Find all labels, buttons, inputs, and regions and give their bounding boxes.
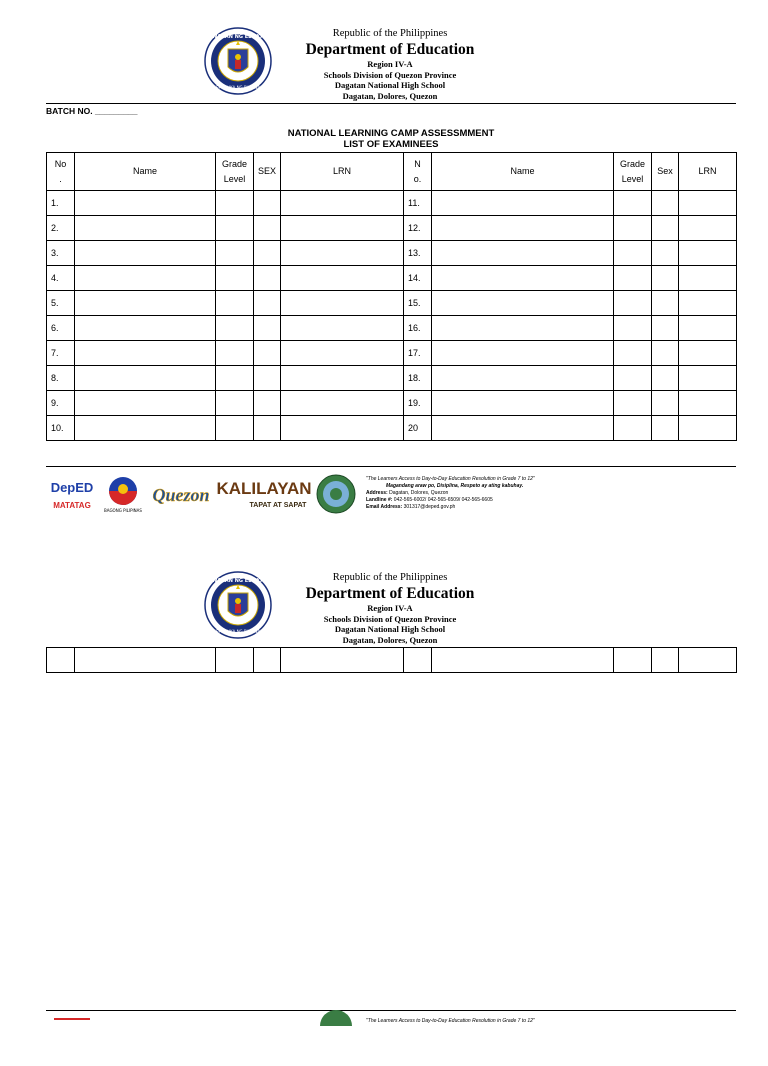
cell-sex[interactable] — [254, 191, 281, 216]
cell-sex[interactable] — [254, 316, 281, 341]
cell-lrn-right[interactable] — [679, 241, 737, 266]
cell-name-right[interactable] — [432, 291, 614, 316]
header-no: No . — [47, 153, 75, 191]
email-label: Email Address: — [366, 504, 403, 510]
header-lrn-right: LRN — [679, 153, 737, 191]
cell-grade-level[interactable] — [216, 366, 254, 391]
form-title: NATIONAL LEARNING CAMP ASSESSMMENT — [287, 128, 495, 139]
cell-name[interactable] — [75, 266, 216, 291]
cell-name[interactable] — [75, 391, 216, 416]
deped-seal-icon — [196, 571, 280, 639]
footer-divider — [46, 466, 736, 467]
cell-grade-level-right[interactable] — [614, 648, 652, 673]
cell-lrn[interactable] — [281, 391, 404, 416]
cell-name[interactable] — [75, 341, 216, 366]
cell-no: 6. — [47, 316, 75, 341]
cell-name[interactable] — [75, 191, 216, 216]
svg-text:DepED: DepED — [50, 480, 94, 495]
cell-name-right[interactable] — [432, 341, 614, 366]
cell-grade-level[interactable] — [216, 191, 254, 216]
cell-grade-level[interactable] — [216, 648, 254, 673]
cell-no: 5. — [47, 291, 75, 316]
address-value: Dagatan, Dolores, Quezon — [389, 490, 449, 496]
svg-text:REPUBLIKA NG PILIPINAS: REPUBLIKA NG PILIPINAS — [213, 85, 263, 90]
form-subtitle: LIST OF EXAMINEES — [343, 139, 439, 150]
cell-grade-level-right[interactable] — [614, 241, 652, 266]
cell-lrn-right[interactable] — [679, 291, 737, 316]
deped-seal-icon — [196, 27, 280, 95]
cell-no: 9. — [47, 391, 75, 416]
cell-grade-level-right[interactable] — [614, 341, 652, 366]
cell-no: 8. — [47, 366, 75, 391]
cell-no: 10. — [47, 416, 75, 441]
table-row — [47, 648, 737, 673]
kalilayan-logo-icon — [216, 474, 312, 514]
cell-sex[interactable] — [254, 291, 281, 316]
cell-lrn[interactable] — [281, 291, 404, 316]
division-line: Schools Division of Quezon Province — [323, 613, 457, 624]
cell-lrn-right[interactable] — [679, 266, 737, 291]
cell-sex-right[interactable] — [652, 648, 679, 673]
cell-grade-level[interactable] — [216, 216, 254, 241]
school-seal-icon — [316, 1016, 356, 1026]
cell-grade-level[interactable] — [216, 341, 254, 366]
svg-text:BAGONG PILIPINAS: BAGONG PILIPINAS — [104, 508, 142, 513]
table-row — [47, 191, 737, 216]
footer-quote: "The Learners Access to Day-to-Day Education Resolution in Grade 7 to 12" — [366, 476, 535, 482]
cell-no-right: 13. — [404, 241, 432, 266]
deped-matatag-logo-icon — [50, 474, 94, 514]
batch-number: BATCH NO. _________ — [46, 106, 138, 116]
header-name-right: Name — [432, 153, 614, 191]
table-row — [47, 291, 737, 316]
header-lrn: LRN — [281, 153, 404, 191]
cell-grade-level-right[interactable] — [614, 191, 652, 216]
table-row — [47, 416, 737, 441]
cell-sex-right[interactable] — [652, 291, 679, 316]
cell-grade-level-right[interactable] — [614, 316, 652, 341]
landline-label: Landline #: — [366, 497, 393, 503]
department-title: Department of Education — [305, 41, 475, 58]
header-grade-level: Grade Level — [216, 153, 254, 191]
cell-lrn-right[interactable] — [679, 366, 737, 391]
cell-grade-level[interactable] — [216, 291, 254, 316]
bagong-pilipinas-logo-icon — [103, 474, 143, 514]
cell-sex-right[interactable] — [652, 341, 679, 366]
cell-name[interactable] — [75, 316, 216, 341]
cell-lrn[interactable] — [281, 241, 404, 266]
footer-logos — [0, 474, 768, 524]
cell-lrn-right[interactable] — [679, 216, 737, 241]
cell-no-right: 11. — [404, 191, 432, 216]
cell-sex-right[interactable] — [652, 191, 679, 216]
header-grade-level-right: Grade Level — [614, 153, 652, 191]
cell-name-right[interactable] — [432, 266, 614, 291]
table-row — [47, 266, 737, 291]
cell-sex-right[interactable] — [652, 416, 679, 441]
cell-sex[interactable] — [254, 241, 281, 266]
school-seal-icon — [316, 474, 356, 514]
cell-sex-right[interactable] — [652, 366, 679, 391]
cell-no-right — [404, 648, 432, 673]
republic-line: Republic of the Philippines — [332, 572, 448, 583]
cell-lrn[interactable] — [281, 266, 404, 291]
svg-text:REPUBLIKA NG PILIPINAS: REPUBLIKA NG PILIPINAS — [213, 629, 263, 634]
cell-no-right: 16. — [404, 316, 432, 341]
cell-sex[interactable] — [254, 416, 281, 441]
cell-name-right[interactable] — [432, 241, 614, 266]
cell-grade-level-right[interactable] — [614, 216, 652, 241]
cell-lrn[interactable] — [281, 341, 404, 366]
cell-name[interactable] — [75, 216, 216, 241]
cell-name-right[interactable] — [432, 366, 614, 391]
cell-no-right: 14. — [404, 266, 432, 291]
landline-value: 042-565-6002/ 042-565-6509/ 042-565-6605 — [393, 497, 493, 503]
cell-sex[interactable] — [254, 216, 281, 241]
svg-text:TAPAT AT SAPAT: TAPAT AT SAPAT — [249, 502, 307, 509]
header-sex-right: Sex — [652, 153, 679, 191]
region-line: Region IV-A — [367, 59, 413, 69]
cell-sex[interactable] — [254, 391, 281, 416]
svg-text:Quezon: Quezon — [152, 485, 210, 505]
cell-grade-level-right[interactable] — [614, 391, 652, 416]
cell-sex-right[interactable] — [652, 241, 679, 266]
region-line: Region IV-A — [367, 603, 413, 613]
cell-sex-right[interactable] — [652, 316, 679, 341]
cell-grade-level[interactable] — [216, 416, 254, 441]
header-no-right: N o. — [404, 153, 432, 191]
cell-no-right: 20 — [404, 416, 432, 441]
division-line: Schools Division of Quezon Province — [323, 69, 457, 80]
cell-lrn-right[interactable] — [679, 416, 737, 441]
cell-grade-level[interactable] — [216, 316, 254, 341]
cell-lrn-right[interactable] — [679, 191, 737, 216]
cell-lrn-right[interactable] — [679, 391, 737, 416]
table-row — [47, 216, 737, 241]
cell-no-right: 15. — [404, 291, 432, 316]
cell-name[interactable] — [75, 241, 216, 266]
examinee-table-continued — [46, 647, 737, 673]
cell-sex[interactable] — [254, 341, 281, 366]
school-line: Dagatan National High School — [334, 80, 446, 90]
cell-no-right: 12. — [404, 216, 432, 241]
cell-lrn-right[interactable] — [679, 316, 737, 341]
deped-logo-icon — [50, 1016, 94, 1026]
cell-name-right[interactable] — [432, 391, 614, 416]
cell-lrn[interactable] — [281, 191, 404, 216]
cell-lrn-right[interactable] — [679, 648, 737, 673]
cell-lrn-right[interactable] — [679, 341, 737, 366]
svg-text:KAGAWARAN NG EDUKASYON: KAGAWARAN NG EDUKASYON — [196, 34, 280, 40]
cell-no: 2. — [47, 216, 75, 241]
footer-motto: Magandang araw po, Disiplina, Respeto ay ating kabuhay. — [386, 483, 524, 489]
cell-grade-level[interactable] — [216, 266, 254, 291]
cell-no — [47, 648, 75, 673]
cell-no: 3. — [47, 241, 75, 266]
cell-name-right[interactable] — [432, 416, 614, 441]
cell-grade-level-right[interactable] — [614, 266, 652, 291]
cell-no: 1. — [47, 191, 75, 216]
cell-sex-right[interactable] — [652, 216, 679, 241]
footer-contact — [366, 476, 586, 511]
cell-sex[interactable] — [254, 266, 281, 291]
cell-sex[interactable] — [254, 648, 281, 673]
cell-grade-level[interactable] — [216, 241, 254, 266]
school-line: Dagatan National High School — [334, 624, 446, 634]
svg-text:KALILAYAN: KALILAYAN — [216, 479, 312, 498]
republic-line: Republic of the Philippines — [332, 28, 448, 39]
cell-no-right: 19. — [404, 391, 432, 416]
cell-grade-level-right[interactable] — [614, 366, 652, 391]
table-row — [47, 366, 737, 391]
cell-sex[interactable] — [254, 366, 281, 391]
address-label: Address: — [366, 490, 388, 496]
table-row — [47, 316, 737, 341]
cell-sex-right[interactable] — [652, 391, 679, 416]
cell-name[interactable] — [75, 416, 216, 441]
table-row — [47, 391, 737, 416]
cell-sex-right[interactable] — [652, 266, 679, 291]
email-value: 301317@deped.gov.ph — [403, 504, 456, 510]
cell-name[interactable] — [75, 366, 216, 391]
address-line: Dagatan, Dolores, Quezon — [342, 634, 438, 645]
department-title: Department of Education — [305, 585, 475, 602]
cell-lrn[interactable] — [281, 316, 404, 341]
svg-text:KAGAWARAN NG EDUKASYON: KAGAWARAN NG EDUKASYON — [196, 578, 280, 584]
header-divider — [46, 103, 736, 104]
header-name: Name — [75, 153, 216, 191]
table-row — [47, 341, 737, 366]
cell-lrn[interactable] — [281, 416, 404, 441]
cell-name[interactable] — [75, 291, 216, 316]
cell-no: 4. — [47, 266, 75, 291]
cell-name-right[interactable] — [432, 216, 614, 241]
address-line: Dagatan, Dolores, Quezon — [342, 90, 438, 101]
footer-logos-page-2 — [0, 1016, 768, 1066]
svg-text:MATATAG: MATATAG — [53, 501, 91, 510]
header-sex: SEX — [254, 153, 281, 191]
cell-no-right: 18. — [404, 366, 432, 391]
cell-name-right[interactable] — [432, 191, 614, 216]
cell-lrn[interactable] — [281, 648, 404, 673]
cell-no: 7. — [47, 341, 75, 366]
table-header-row — [47, 153, 737, 191]
footer-contact — [366, 1018, 586, 1025]
cell-lrn[interactable] — [281, 366, 404, 391]
cell-lrn[interactable] — [281, 216, 404, 241]
table-row — [47, 241, 737, 266]
cell-name[interactable] — [75, 648, 216, 673]
cell-grade-level-right[interactable] — [614, 291, 652, 316]
examinee-table — [46, 152, 737, 441]
cell-grade-level[interactable] — [216, 391, 254, 416]
quezon-logo-icon — [148, 474, 214, 514]
footer-divider-page-2 — [46, 1010, 736, 1011]
cell-no-right: 17. — [404, 341, 432, 366]
footer-quote: "The Learners Access to Day-to-Day Education Resolution in Grade 7 to 12" — [366, 1018, 535, 1024]
cell-name-right[interactable] — [432, 316, 614, 341]
cell-grade-level-right[interactable] — [614, 416, 652, 441]
cell-name-right[interactable] — [432, 648, 614, 673]
